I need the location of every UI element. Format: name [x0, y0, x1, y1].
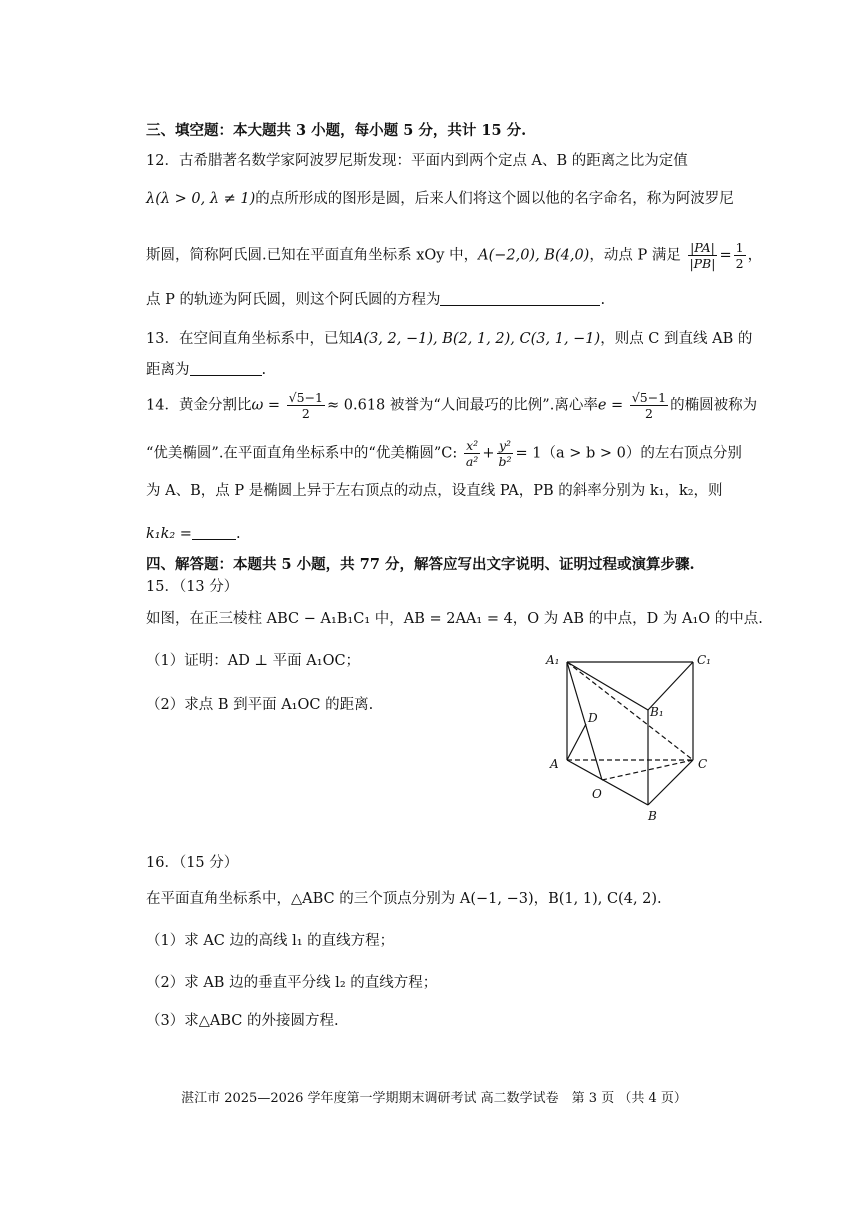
q14-approx-text: ≈ 0.618 被誉为“人间最巧的比例”.离心率 [327, 397, 598, 414]
q14-sqrt5: √5 [288, 390, 305, 405]
edge-bc [648, 760, 693, 805]
edge-b1c1 [648, 662, 693, 710]
label-d: D [588, 711, 598, 725]
q12-line3-text: 斯圆，简称阿氏圆.已知在平面直角坐标系 xOy 中， [146, 247, 479, 264]
label-o: O [592, 787, 602, 801]
q12-ratio-eq: = [719, 247, 732, 264]
q12-fixed-points: A(−2,0), B(4,0) [478, 247, 590, 264]
q14-x-fraction [464, 438, 480, 469]
q12-line4 [146, 290, 605, 309]
q14-a2: a² [465, 454, 479, 469]
q14-eq-text: = 1（a > b > 0）的左右顶点分别 [515, 445, 742, 462]
q12-line4-text: 点 P 的轨迹为阿氏圆，则这个阿氏圆的方程为 [146, 292, 441, 308]
q14-b2: b² [498, 454, 512, 469]
page-footer: 湛江市 2025—2026 学年度第一学期期末调研考试 高二数学试卷 第 3 页 （共 4 页） [181, 1091, 687, 1106]
q16-part2: （2）求 AB 边的垂直平分线 l₂ 的直线方程； [146, 975, 438, 991]
q12-ratio-fraction [687, 240, 717, 271]
q12-half-fraction [734, 240, 746, 271]
label-b1: B₁ [650, 705, 664, 719]
label-b: B [648, 809, 657, 823]
q14-y-fraction [496, 438, 513, 469]
q12-line2 [146, 190, 734, 208]
q14-line1-text: 14．黄金分割比 [146, 397, 252, 414]
q14-omega-fraction [287, 390, 325, 421]
q13-line2-end: . [261, 362, 267, 378]
q16-part3: （3）求△ABC 的外接圆方程. [146, 1013, 339, 1029]
q14-line3: 为 A、B，点 P 是椭圆上异于左右顶点的动点，设直线 PA，PB 的斜率分别为 k₁，k₂，则 [146, 483, 723, 499]
q12-lambda-condition: λ(λ > 0, λ ≠ 1) [146, 191, 256, 207]
edge-ab [567, 760, 648, 805]
q12-line3-text-b: ，动点 P 满足 [589, 247, 681, 264]
q12-ratio-den: |PB| [689, 256, 716, 271]
q14-answer-blank[interactable] [192, 524, 236, 540]
label-c1: C₁ [697, 653, 711, 667]
q12-line3 [146, 240, 762, 271]
q12-line1: 12．古希腊著名数学家阿波罗尼斯发现：平面内到两个定点 A、B 的距离之比为定值 [146, 153, 688, 169]
q14-omega-num [287, 390, 325, 406]
q14-line4-end: . [235, 526, 241, 542]
q14-plus: + [482, 445, 495, 462]
q16-part1: （1）求 AC 边的高线 l₁ 的直线方程； [146, 933, 395, 949]
q12-half-den: 2 [735, 256, 744, 271]
q12-ratio-num: |PA| [690, 240, 715, 255]
q14-e-minus-one: −1 [647, 390, 667, 405]
q12-line2-text: 的点所形成的图形是圆，后来人们将这个圆以他的名字命名，称为阿波罗尼 [255, 191, 734, 207]
q16-title: 16．（15 分） [146, 855, 239, 871]
q15-part1: （1）证明：AD ⊥ 平面 A₁OC； [146, 653, 361, 669]
q14-e-num [630, 390, 668, 406]
q16-line1: 在平面直角坐标系中，△ABC 的三个顶点分别为 A(−1, −3)，B(1, 1), C(4, 2). [146, 891, 662, 907]
q14-line1 [146, 390, 757, 421]
q14-k1k2: k₁k₂ = [146, 526, 192, 542]
q14-line2 [146, 438, 742, 469]
q13-line1 [146, 330, 752, 348]
q14-x2: x² [466, 438, 479, 453]
section4-heading: 四、解答题：本题共 5 小题，共 77 分，解答应写出文字说明、证明过程或演算步骤. [146, 556, 695, 573]
section3-heading: 三、填空题：本大题共 3 小题，每小题 5 分，共计 15 分. [146, 122, 527, 139]
q14-e-den: 2 [644, 406, 653, 421]
q14-line2-text: “优美椭圆”.在平面直角坐标系中的“优美椭圆”C: [146, 445, 458, 462]
q12-answer-blank[interactable] [440, 290, 600, 306]
q13-answer-blank[interactable] [190, 360, 262, 376]
segment-ad [567, 724, 586, 760]
q14-y2: y² [498, 438, 512, 453]
q12-half-num: 1 [735, 240, 744, 255]
label-c: C [698, 757, 708, 771]
q14-line1-text-b: 的椭圆被称为 [670, 397, 758, 414]
q14-omega-den: 2 [301, 406, 310, 421]
segment-a1c [567, 662, 693, 760]
q14-e-eq: e = [597, 397, 624, 414]
q14-minus-one: −1 [304, 390, 324, 405]
q13-line1-text: 13．在空间直角坐标系中，已知 [146, 331, 353, 347]
q14-e-fraction [630, 390, 668, 421]
q15-title: 15．（13 分） [146, 579, 239, 595]
q14-line4 [146, 524, 241, 543]
q15-part2: （2）求点 B 到平面 A₁OC 的距离. [146, 697, 374, 713]
q14-e-sqrt5: √5 [631, 390, 648, 405]
q12-line3-end: ， [747, 247, 763, 264]
q15-line1: 如图，在正三棱柱 ABC − A₁B₁C₁ 中，AB = 2AA₁ = 4，O 为 AB 的中点，D 为 A₁O 的中点. [146, 611, 763, 627]
q12-line4-end: . [600, 292, 606, 308]
label-a1: A₁ [546, 653, 560, 667]
prism-figure [540, 650, 720, 825]
label-a: A [550, 757, 559, 771]
q13-points: A(3, 2, −1), B(2, 1, 2), C(3, 1, −1) [352, 331, 601, 347]
q13-line1-text-b: ，则点 C 到直线 AB 的 [600, 331, 753, 347]
q13-line2 [146, 360, 266, 379]
q14-omega: ω = [251, 397, 281, 414]
q13-line2-text: 距离为 [146, 362, 190, 378]
